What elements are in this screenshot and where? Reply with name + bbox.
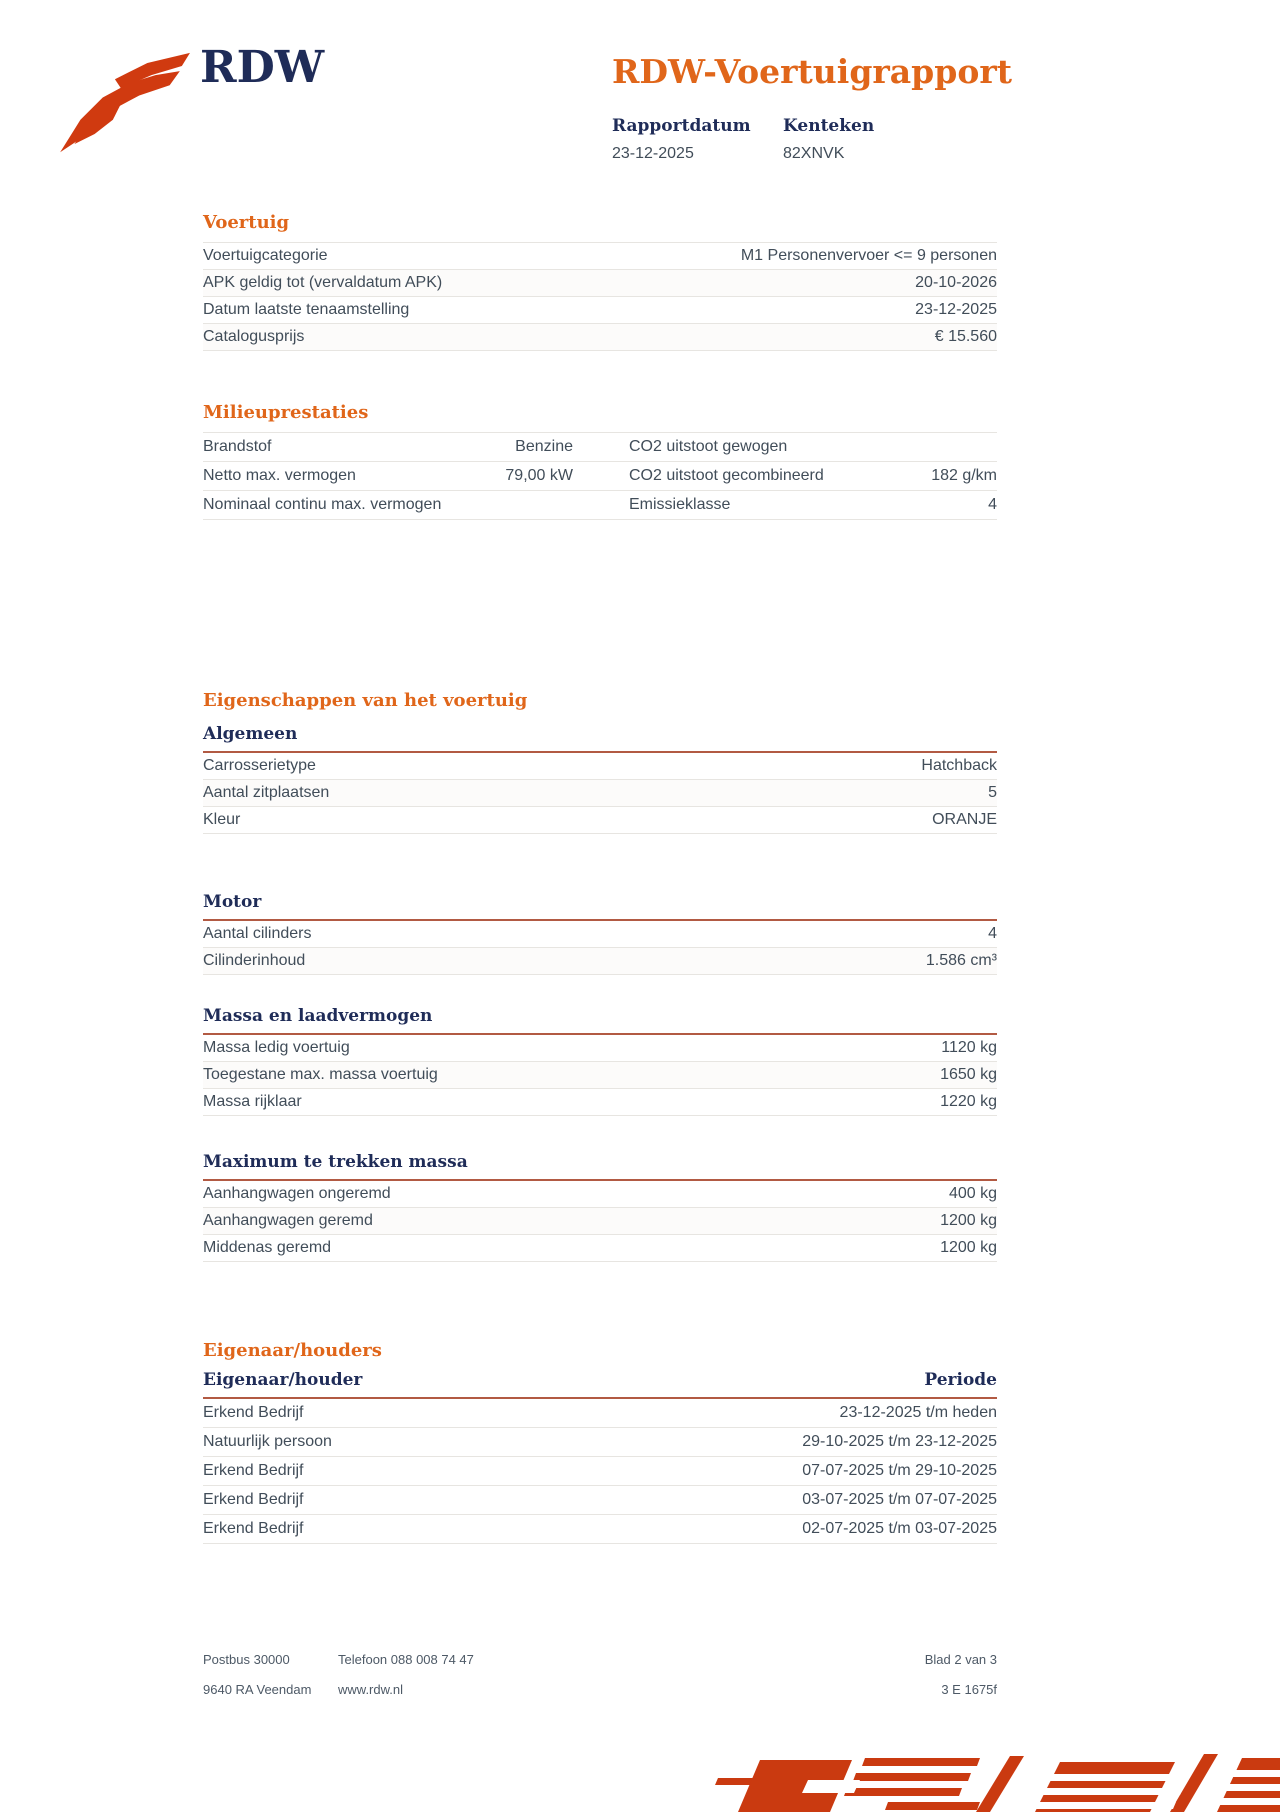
table-row xyxy=(203,297,997,324)
row-value: 1200 kg xyxy=(940,1239,997,1256)
license-plate-label: Kenteken xyxy=(783,116,875,136)
subsection-title-algemeen: Algemeen xyxy=(203,724,997,753)
row-label: Emissieklasse xyxy=(629,496,731,513)
section-eigenschappen-title xyxy=(203,690,997,720)
table-row xyxy=(203,1208,997,1235)
row-label: Netto max. vermogen xyxy=(203,467,356,484)
table-row xyxy=(203,1062,997,1089)
owner-period: 23-12-2025 t/m heden xyxy=(839,1404,997,1421)
row-value: 400 kg xyxy=(948,1185,997,1202)
bottom-stripes-graphic-icon xyxy=(620,1748,1280,1812)
row-label: Aanhangwagen geremd xyxy=(203,1212,373,1229)
owner-period: 29-10-2025 t/m 23-12-2025 xyxy=(802,1433,997,1450)
owner-name: Natuurlijk persoon xyxy=(203,1433,332,1450)
subsection-motor xyxy=(203,892,997,975)
owner-name-header: Eigenaar/houder xyxy=(203,1370,363,1390)
row-label: CO2 uitstoot gewogen xyxy=(629,438,788,455)
owner-name: Erkend Bedrijf xyxy=(203,1404,304,1421)
subsection-title-massa: Massa en laadvermogen xyxy=(203,1006,997,1035)
row-value: 1.586 cm³ xyxy=(925,952,997,969)
row-label: Aantal zitplaatsen xyxy=(203,784,330,801)
table-row xyxy=(203,1428,997,1457)
table-row xyxy=(203,433,997,462)
table-row xyxy=(203,1515,997,1544)
row-value: 1200 kg xyxy=(940,1212,997,1229)
table-row xyxy=(203,1486,997,1515)
owner-period: 07-07-2025 t/m 29-10-2025 xyxy=(802,1462,997,1479)
table-row xyxy=(203,243,997,270)
footer-address-line2: 9640 RA Veendam xyxy=(203,1682,312,1697)
row-label: Brandstof xyxy=(203,438,272,455)
table-row xyxy=(203,1089,997,1116)
row-label: Datum laatste tenaamstelling xyxy=(203,301,410,318)
section-eigenaar xyxy=(203,1340,997,1544)
table-row xyxy=(203,948,997,975)
report-meta xyxy=(612,116,954,163)
row-value: ORANJE xyxy=(932,811,997,828)
footer-doc-code: 3 E 1675f xyxy=(941,1682,997,1697)
row-label: Catalogusprijs xyxy=(203,328,305,345)
footer-phone: Telefoon 088 008 74 47 xyxy=(338,1652,474,1667)
section-title-milieuprestaties: Milieuprestaties xyxy=(203,402,369,423)
row-label: CO2 uitstoot gecombineerd xyxy=(629,467,824,484)
subsection-title-motor: Motor xyxy=(203,892,997,921)
row-label: Carrosserietype xyxy=(203,757,316,774)
owner-period-header: Periode xyxy=(924,1370,997,1390)
subsection-trekken xyxy=(203,1152,997,1262)
rdw-feather-logo-icon xyxy=(50,40,192,158)
page-footer xyxy=(203,1652,997,1697)
row-value: Benzine xyxy=(515,438,573,455)
row-value: 5 xyxy=(988,784,997,801)
row-value: Hatchback xyxy=(921,757,997,774)
table-row xyxy=(203,807,997,834)
row-value: € 15.560 xyxy=(934,328,997,345)
section-voertuig xyxy=(203,212,997,351)
footer-address-line1: Postbus 30000 xyxy=(203,1652,290,1667)
row-label: Aanhangwagen ongeremd xyxy=(203,1185,391,1202)
owner-name: Erkend Bedrijf xyxy=(203,1520,304,1537)
table-row xyxy=(203,1399,997,1428)
report-date-label: Rapportdatum xyxy=(612,116,751,136)
table-row xyxy=(203,1457,997,1486)
row-label: Toegestane max. massa voertuig xyxy=(203,1066,438,1083)
footer-website: www.rdw.nl xyxy=(338,1682,404,1697)
row-label: Nominaal continu max. vermogen xyxy=(203,496,442,513)
table-row xyxy=(203,1181,997,1208)
table-row xyxy=(203,324,997,351)
table-row xyxy=(203,270,997,297)
subsection-massa xyxy=(203,1006,997,1116)
table-row xyxy=(203,491,997,520)
owner-name: Erkend Bedrijf xyxy=(203,1462,304,1479)
footer-page-indicator: Blad 2 van 3 xyxy=(924,1652,997,1667)
row-value: 4 xyxy=(988,925,997,942)
row-value: 1650 kg xyxy=(940,1066,997,1083)
row-label: Aantal cilinders xyxy=(203,925,312,942)
section-title-eigenschappen: Eigenschappen van het voertuig xyxy=(203,690,528,711)
table-row xyxy=(203,753,997,780)
owner-period: 02-07-2025 t/m 03-07-2025 xyxy=(802,1520,997,1537)
row-label: Kleur xyxy=(203,811,241,828)
subsection-title-trekken: Maximum te trekken massa xyxy=(203,1152,997,1181)
row-value: M1 Personenvervoer <= 9 personen xyxy=(740,247,997,264)
section-title-eigenaar: Eigenaar/houders xyxy=(203,1340,382,1361)
row-value: 79,00 kW xyxy=(505,467,573,484)
row-value: 1120 kg xyxy=(941,1039,997,1056)
license-plate-value: 82XNVK xyxy=(783,145,845,162)
owner-period: 03-07-2025 t/m 07-07-2025 xyxy=(802,1491,997,1508)
table-row xyxy=(203,462,997,491)
page-title: RDW-Voertuigrapport xyxy=(612,52,1012,91)
row-label: Voertuigcategorie xyxy=(203,247,328,264)
row-label: Middenas geremd xyxy=(203,1239,332,1256)
row-value: 20-10-2026 xyxy=(915,274,997,291)
subsection-algemeen xyxy=(203,724,997,834)
row-label: APK geldig tot (vervaldatum APK) xyxy=(203,274,443,291)
row-label: Massa ledig voertuig xyxy=(203,1039,350,1056)
row-value: 1220 kg xyxy=(940,1093,997,1110)
row-value: 182 g/km xyxy=(931,467,997,484)
table-row xyxy=(203,921,997,948)
section-milieuprestaties xyxy=(203,402,997,520)
owner-name: Erkend Bedrijf xyxy=(203,1491,304,1508)
table-row xyxy=(203,780,997,807)
section-title-voertuig: Voertuig xyxy=(203,212,290,233)
row-value: 4 xyxy=(988,496,997,513)
report-date-value: 23-12-2025 xyxy=(612,145,694,162)
rdw-logo-text: RDW xyxy=(200,42,325,93)
table-row xyxy=(203,1235,997,1262)
row-label: Cilinderinhoud xyxy=(203,952,306,969)
row-label: Massa rijklaar xyxy=(203,1093,302,1110)
owner-table-header xyxy=(203,1370,997,1399)
table-row xyxy=(203,1035,997,1062)
row-value: 23-12-2025 xyxy=(915,301,997,318)
